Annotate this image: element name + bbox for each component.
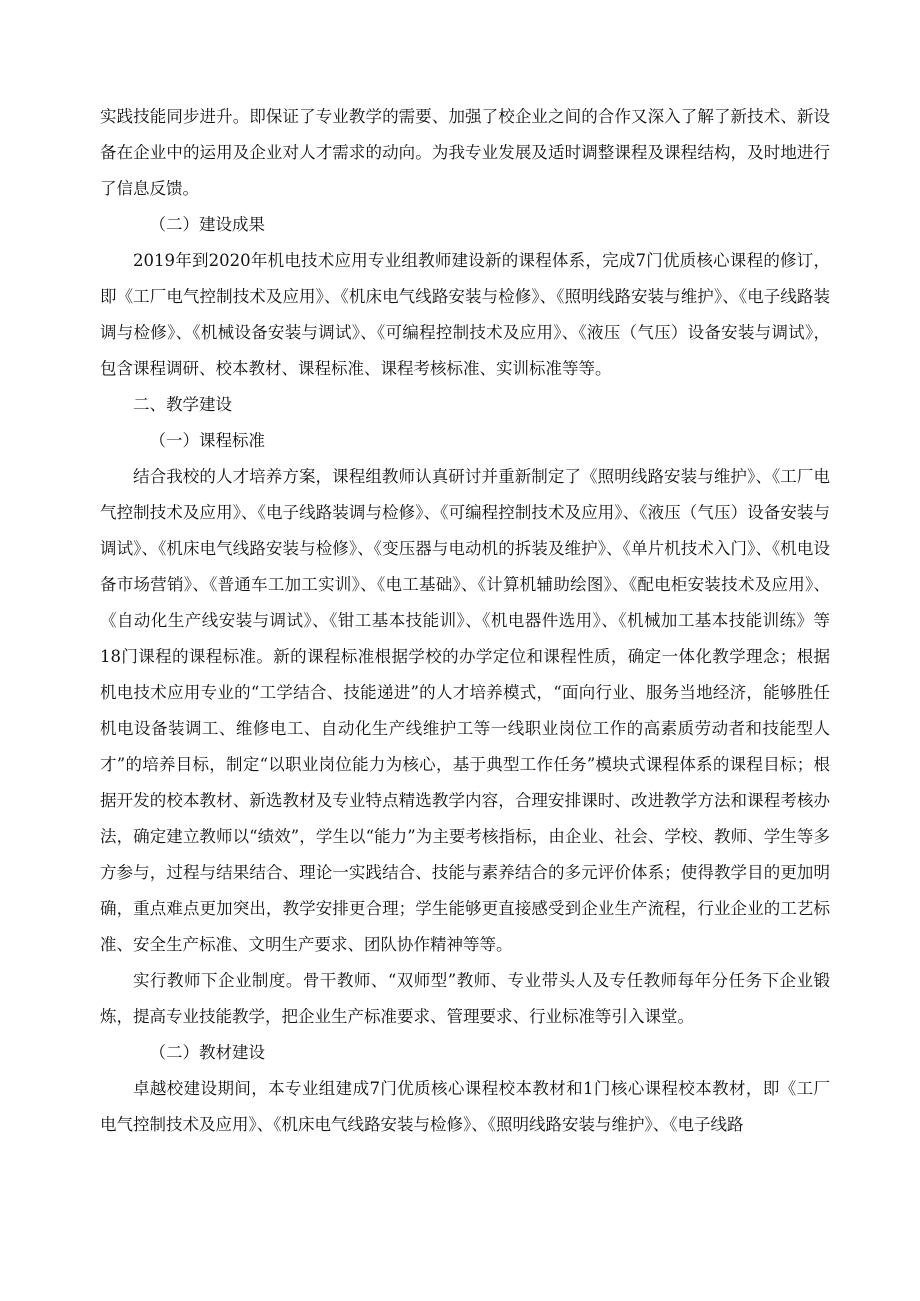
document-body (100, 99, 830, 1143)
section-heading-construction-results: （二）建设成果 (149, 215, 265, 234)
paragraph-textbooks: 卓越校建设期间，本专业组建成7门优质核心课程校本教材和1门核心课程校本教材，即《工厂电气控制技术及应用》、《机床电气线路安装与检修》、《照明线路安装与维护》、《电子线路 (100, 1079, 830, 1134)
section-heading-course-standards: （一）课程标准 (149, 431, 265, 450)
paragraph-course-system: 2019年到2020年机电技术应用专业组教师建设新的课程体系，完成7门优质核心课程的修订，即《工厂电气控制技术及应用》、《机床电气线路安装与检修》、《照明线路安装与维护》、《电子线路装调与检修》、《机械设备安装与调试》、《可编程控制技术及应用》、《液压（气压）设备安装与调试》，包含课程调研、校本教材、课程标准、课程考核标准、实训标准等等。 (100, 251, 830, 378)
paragraph-enterprise-practice: 实行教师下企业制度。骨干教师、“双师型”教师、专业带头人及专任教师每年分任务下企业锻炼，提高专业技能教学，把企业生产标准要求、管理要求、行业标准等引入课堂。 (100, 971, 830, 1026)
paragraph-continued: 实践技能同步进升。即保证了专业教学的需要、加强了校企业之间的合作又深入了解了新技术、新设备在企业中的运用及企业对人才需求的动向。为我专业发展及适时调整课程及课程结构，及时地进行了信息反馈。 (100, 107, 830, 198)
section-heading-teaching-construction: 二、教学建设 (133, 395, 232, 414)
paragraph-course-standards: 结合我校的人才培养方案，课程组教师认真研讨并重新制定了《照明线路安装与维护》、《工厂电气控制技术及应用》、《电子线路装调与检修》、《可编程控制技术及应用》、《液压（气压）设备安装与调试》、《机床电气线路安装与检修》、《变压器与电动机的拆装及维护》、《单片机技术入门》、《机电设备市场营销》、《普通车工加工实训》、《电工基础》、《计算机辅助绘图》、《配电柜安装技术及应用》、《自动化生产线安装与调试》、《钳工基本技能训》、《机电器件选用》、《机械加工基本技能训练》等18门课程的课程标准。新的课程标准根据学校的办学定位和课程性质，确定一体化教学理念；根据机电技术应用专业的“工学结合、技能递进”的人才培养模式，“面向行业、服务当地经济，能够胜任机电设备装调工、维修电工、自动化生产线维护工等一线职业岗位工作的高素质劳动者和技能型人才”的培养目标，制定“以职业岗位能力为核心，基于典型工作任务”模块式课程体系的课程目标；根据开发的校本教材、新选教材及专业特点精选教学内容，合理安排课时、改进教学方法和课程考核办法，确定建立教师以“绩效”，学生以“能力”为主要考核指标，由企业、社会、学校、教师、学生等多方参与，过程与结果结合、理论一实践结合、技能与素养结合的多元评价体系；使得教学目的更加明确，重点难点更加突出，教学安排更合理；学生能够更直接感受到企业生产流程，行业企业的工艺标准、安全生产标准、文明生产要求、团队协作精神等等。 (100, 467, 830, 954)
section-heading-textbook-construction: （二）教材建设 (149, 1043, 265, 1062)
